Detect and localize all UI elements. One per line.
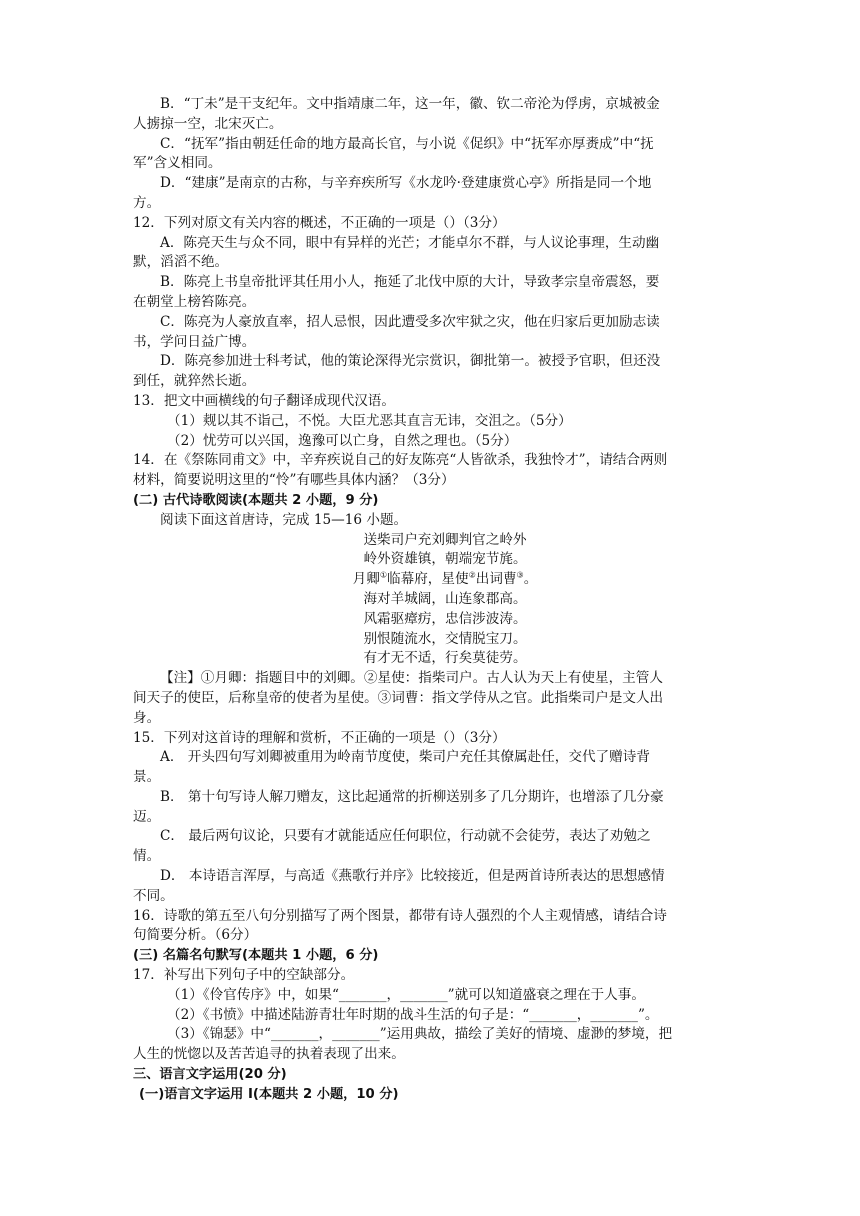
q17-item-3-line2: 人生的恍惚以及苦苦追寻的执着表现了出来。 (133, 1046, 405, 1063)
q15-option-b-line2: 迈。 (133, 808, 161, 825)
section-2-heading: (二) 古代诗歌阅读(本题共 2 小题，9 分) (133, 492, 379, 508)
q12-option-c-line2: 书，学问日益广博。 (133, 333, 256, 350)
section-3-heading: (三) 名篇名句默写(本题共 1 小题，6 分) (133, 948, 379, 964)
q15-option-a-line2: 景。 (133, 769, 161, 786)
q15-option-a-line1: A． 开头四句写刘卿被重用为岭南节度使，柴司户充任其僚属赴任，交代了赠诗背 (160, 749, 650, 766)
poem-line-6: 有才无不适，行矣莫徒劳。 (363, 650, 527, 667)
poem-note-line2: 间天子的使臣，后称皇帝的使者为星使。③词曹：指文学侍从之官。此指柴司户是文人出 (133, 689, 664, 706)
q12-option-d-line2: 到任，就猝然长逝。 (133, 373, 256, 390)
q11-option-b-line2: 人掳掠一空，北宋灭亡。 (133, 115, 283, 132)
part-3-heading: 三、语言文字运用(20 分) (133, 1067, 287, 1083)
q15-stem: 15．下列对这首诗的理解和赏析，不正确的一项是（）（3分） (133, 729, 506, 746)
q17-item-3-line1: （3）《锦瑟》中“_______，_______”运用典故，描绘了美好的情境、虚渺的梦境，把 (167, 1026, 673, 1043)
poem-note-line3: 身。 (133, 709, 161, 726)
poem-title: 送柴司户充刘卿判官之岭外 (363, 531, 527, 548)
q13-sentence-1: （1）觌以其不诣己，不悦。大臣尤恶其直言无讳，交沮之。（5分） (167, 412, 572, 429)
poem-line-3: 海对羊城阔，山连象郡高。 (363, 590, 527, 607)
poem-line-2: 月卿①临幕府，星使②出词曹③。 (352, 570, 538, 588)
footnote-marker-2: ② (468, 570, 476, 580)
q12-option-b-line1: B．陈亮上书皇帝批评其任用小人，拖延了北伐中原的大计，导致孝宗皇帝震怒，要 (160, 274, 660, 291)
q17-item-1: （1）《伶官传序》中，如果“_______，_______”就可以知道盛衰之理在于人事。 (167, 986, 645, 1003)
q11-option-c-line2: 军”含义相同。 (133, 155, 222, 172)
q15-option-b-line1: B． 第十句写诗人解刀赠友，这比起通常的折柳送别多了几分期许，也增添了几分豪 (160, 788, 664, 805)
q16-line2: 句简要分析。（6分） (133, 927, 258, 944)
q11-option-c-line1: C．“抚军”指由朝廷任命的地方最高长官，与小说《促织》中“抚军亦厚赉成”中“抚 (160, 135, 654, 152)
q15-option-c-line2: 情。 (133, 848, 161, 865)
q17-stem: 17．补写出下列句子中的空缺部分。 (133, 967, 355, 984)
q15-option-d-line1: D． 本诗语言浑厚，与高适《燕歌行并序》比较接近，但是两首诗所表达的思想感情 (160, 868, 665, 885)
q16-line1: 16．诗歌的第五至八句分别描写了两个图景，都带有诗人强烈的个人主观情感，请结合诗 (133, 907, 667, 924)
part-3-subheading: (一)语言文字运用 I(本题共 2 小题，10 分) (139, 1086, 399, 1102)
q13-stem: 13．把文中画横线的句子翻译成现代汉语。 (133, 392, 395, 409)
poem-line-1: 岭外资雄镇，朝端宠节旄。 (363, 551, 527, 568)
poem-line-4: 风霜驱瘴疠，忠信涉波涛。 (363, 610, 527, 627)
exam-page (133, 95, 733, 1105)
q15-option-d-line2: 不同。 (133, 887, 174, 904)
q11-option-d-line1: D．“建康”是南京的古称，与辛弃疾所写《水龙吟·登建康赏心亭》所指是同一个地 (160, 175, 652, 192)
q11-option-d-line2: 方。 (133, 194, 161, 211)
q11-option-b-line1: B．“丁未”是干支纪年。文中指靖康二年，这一年，徽、钦二帝沦为俘虏，京城被金 (160, 96, 660, 112)
footnote-marker-3: ③ (516, 570, 524, 580)
q12-option-b-line2: 在朝堂上榜笞陈亮。 (133, 293, 256, 310)
section-2-intro: 阅读下面这首唐诗，完成 15—16 小题。 (160, 511, 408, 528)
q12-stem: 12．下列对原文有关内容的概述，不正确的一项是（）（3分） (133, 214, 506, 231)
q12-option-a-line2: 默，滔滔不绝。 (133, 254, 229, 271)
q15-option-c-line1: C． 最后两句议论，只要有才就能适应任何职位，行动就不会徒劳，表达了劝勉之 (160, 828, 651, 845)
q14-line1: 14．在《祭陈同甫文》中，辛弃疾说自己的好友陈亮“人皆欲杀，我独怜才”，请结合两则 (133, 452, 668, 469)
poem-note-line1: 【注】①月卿：指题目中的刘卿。②星使：指柴司户。古人认为天上有使星，主管人 (160, 670, 663, 687)
q12-option-c-line1: C．陈亮为人豪放直率，招人忌恨，因此遭受多次牢狱之灾，他在归家后更加励志读 (160, 313, 660, 330)
q12-option-d-line1: D．陈亮参加进士科考试，他的策论深得光宗赏识，御批第一。被授予官职，但还没 (160, 353, 661, 370)
poem-line-5: 别恨随流水，交情脱宝刀。 (363, 630, 527, 647)
footnote-marker-1: ① (379, 570, 388, 580)
q13-sentence-2: （2）忧劳可以兴国，逸豫可以亡身，自然之理也。（5分） (167, 432, 518, 449)
q12-option-a-line1: A．陈亮天生与众不同，眼中有异样的光芒；才能卓尔不群，与人议论事理，生动幽 (160, 234, 660, 251)
q14-line2: 材料，简要说明这里的“怜”有哪些具体内涵？（3分） (133, 472, 455, 489)
q17-item-2: （2）《书愤》中描述陆游青壮年时期的战斗生活的句子是：“_______，_______”。 (167, 1006, 659, 1023)
